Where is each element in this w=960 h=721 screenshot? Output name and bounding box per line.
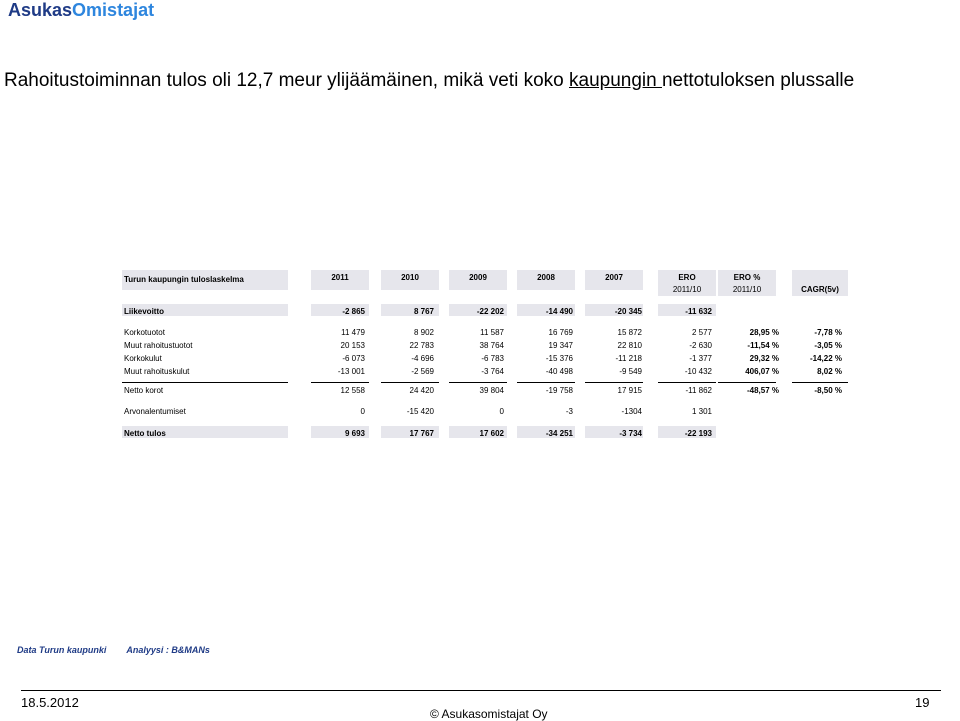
total-rule — [517, 382, 575, 383]
row-ero: -2 630 — [689, 341, 712, 350]
row-ero: -22 193 — [684, 429, 712, 438]
row-value: 38 764 — [479, 341, 504, 350]
title-text-underlined: kaupungin — [569, 70, 662, 91]
brand-part-1: Asukas — [8, 0, 73, 20]
row-label: Netto tulos — [124, 429, 166, 438]
row-value: 0 — [360, 407, 365, 416]
row-value: -2 865 — [342, 307, 365, 316]
row-value: -3 764 — [481, 367, 504, 376]
row-label: Liikevoitto — [124, 307, 165, 316]
row-label: Korkotuotot — [124, 328, 165, 337]
row-ero: -11 862 — [685, 386, 712, 395]
row-label: Muut rahoitustuotot — [124, 341, 193, 350]
row-value: -3 — [565, 407, 573, 416]
total-rule — [718, 382, 776, 383]
row-value: -6 783 — [481, 354, 504, 363]
row-value: 15 872 — [617, 328, 642, 337]
row-ero: 2 577 — [691, 328, 712, 337]
row-value: -20 345 — [614, 307, 642, 316]
row-label: Arvonalentumiset — [124, 407, 186, 416]
slide-title — [4, 70, 854, 92]
row-ero-pct: 29,32 % — [749, 354, 779, 363]
row-cagr: -8,50 % — [814, 386, 842, 395]
row-value: -19 758 — [545, 386, 573, 395]
row-value: 11 587 — [480, 328, 504, 337]
footer-date: 18.5.2012 — [21, 695, 79, 710]
row-value: 17 602 — [479, 429, 504, 438]
ero-pct-subheader: 2011/10 — [732, 285, 762, 294]
row-ero: 1 301 — [691, 407, 712, 416]
row-value: 9 693 — [344, 429, 365, 438]
row-label: Muut rahoituskulut — [124, 367, 190, 376]
cagr-header: CAGR(5v) — [801, 285, 839, 294]
footer-copyright: © Asukasomistajat Oy — [430, 707, 548, 721]
row-value: 22 810 — [617, 341, 642, 350]
income-statement-table — [122, 270, 848, 442]
year-header: 2010 — [401, 273, 419, 282]
year-header: 2008 — [537, 273, 555, 282]
row-value: -34 251 — [545, 429, 573, 438]
row-value: 24 420 — [409, 386, 434, 395]
row-value: 12 558 — [340, 386, 365, 395]
row-value: 0 — [499, 407, 504, 416]
row-ero-pct: 28,95 % — [749, 328, 779, 337]
year-header: 2011 — [331, 273, 349, 282]
total-rule — [122, 382, 288, 383]
table-caption: Turun kaupungin tuloslaskelma — [124, 275, 244, 284]
row-ero: -10 432 — [684, 367, 712, 376]
row-value: -6 073 — [342, 354, 365, 363]
row-ero-pct: 406,07 % — [745, 367, 779, 376]
row-value: -2 569 — [411, 367, 434, 376]
row-cagr: -14,22 % — [809, 354, 842, 363]
source-data: Data Turun kaupunki — [17, 645, 107, 655]
row-value: 19 347 — [548, 341, 573, 350]
row-ero: -1 377 — [689, 354, 712, 363]
ero-header: ERO — [678, 273, 696, 282]
row-value: -14 490 — [545, 307, 573, 316]
ero-subheader: 2011/10 — [672, 285, 702, 294]
row-value: -15 376 — [545, 354, 573, 363]
source-analysis: Analyysi : B&MANs — [126, 645, 210, 655]
brand-part-2: Omistajat — [72, 0, 155, 20]
total-rule — [311, 382, 369, 383]
source-note — [17, 645, 230, 655]
row-value: -9 549 — [619, 367, 642, 376]
total-rule — [381, 382, 439, 383]
row-value: 22 783 — [409, 341, 434, 350]
row-value: 8 902 — [413, 328, 434, 337]
total-rule — [449, 382, 507, 383]
row-value: -13 001 — [337, 367, 365, 376]
title-text-after: nettotuloksen plussalle — [661, 70, 855, 91]
row-value: 20 153 — [340, 341, 365, 350]
row-value: -40 498 — [545, 367, 573, 376]
row-cagr: -3,05 % — [814, 341, 842, 350]
row-cagr: 8,02 % — [817, 367, 842, 376]
row-value: 11 479 — [341, 328, 365, 337]
footer-rule — [21, 690, 941, 691]
row-value: 17 915 — [617, 386, 642, 395]
footer-page-number: 19 — [915, 695, 930, 710]
year-header: 2007 — [605, 273, 623, 282]
row-value: 8 767 — [413, 307, 434, 316]
year-header: 2009 — [469, 273, 487, 282]
row-value: -4 696 — [411, 354, 434, 363]
row-value: 17 767 — [409, 429, 434, 438]
row-label: Netto korot — [124, 386, 164, 395]
title-text-before: Rahoitustoiminnan tulos oli 12,7 meur ylijäämäinen, mikä veti koko — [4, 70, 569, 91]
row-ero-pct: -11,54 % — [747, 341, 779, 350]
row-ero: -11 632 — [685, 307, 712, 316]
row-value: -15 420 — [406, 407, 434, 416]
row-value: -22 202 — [476, 307, 504, 316]
total-rule — [585, 382, 643, 383]
row-value: 39 804 — [479, 386, 504, 395]
row-value: -3 734 — [619, 429, 642, 438]
row-value: -1304 — [621, 407, 642, 416]
total-rule — [792, 382, 848, 383]
row-value: -11 218 — [615, 354, 642, 363]
row-label: Korkokulut — [124, 354, 162, 363]
row-ero-pct: -48,57 % — [746, 386, 779, 395]
row-cagr: -7,78 % — [814, 328, 842, 337]
brand-logo — [8, 0, 154, 21]
row-value: 16 769 — [548, 328, 573, 337]
total-rule — [658, 382, 716, 383]
ero-pct-header: ERO % — [733, 273, 761, 282]
